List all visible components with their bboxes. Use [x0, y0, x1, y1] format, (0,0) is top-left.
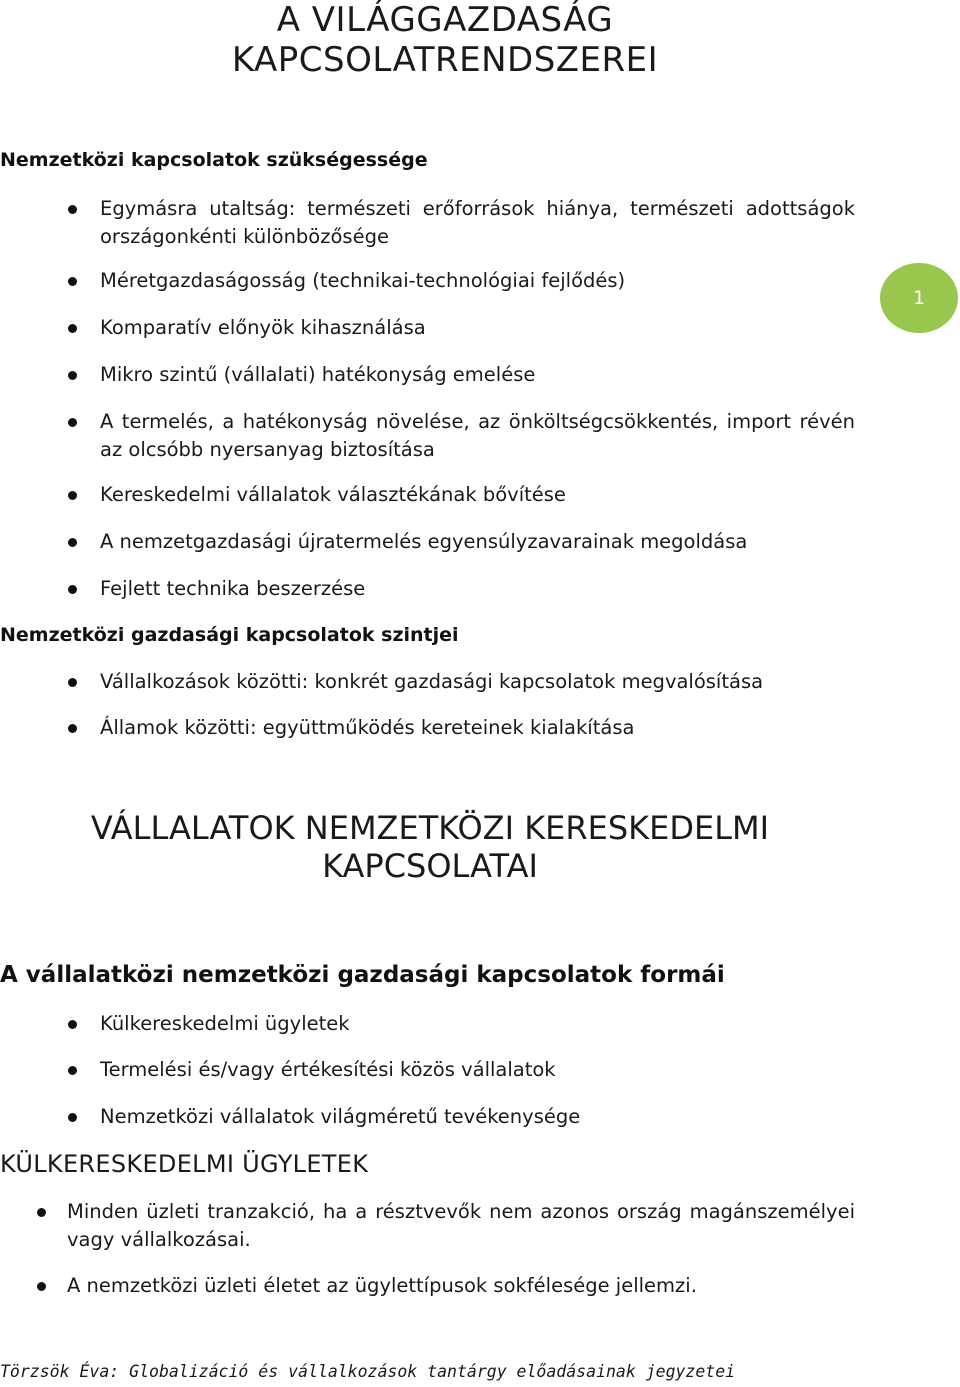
section-heading-forms: A vállalatközi nemzetközi gazdasági kapcsolatok formái — [0, 962, 725, 988]
bullet-icon — [68, 1113, 77, 1122]
list-item: Egymásra utaltság: természeti erőforrások hiánya, természeti adottságok országonkénti különbözősége — [100, 195, 855, 251]
page-number: 1 — [912, 287, 926, 309]
list-item: A nemzetgazdasági újratermelés egyensúlyzavarainak megoldása — [100, 528, 855, 556]
list-item: Államok közötti: együttműködés kereteinek kialakítása — [100, 714, 855, 742]
section-heading-foreign-trade: KÜLKERESKEDELMI ÜGYLETEK — [0, 1150, 369, 1178]
list-item: A nemzetközi üzleti életet az ügylettípusok sokfélesége jellemzi. — [67, 1272, 855, 1300]
bullet-icon — [68, 277, 77, 286]
bullet-icon — [68, 324, 77, 333]
bullet-icon — [68, 678, 77, 687]
bullet-icon — [37, 1208, 46, 1217]
list-item: Méretgazdaságosság (technikai-technológiai fejlődés) — [100, 267, 855, 295]
list-item: Mikro szintű (vállalati) hatékonyság emelése — [100, 361, 855, 389]
page-footer: Törzsök Éva: Globalizáció és vállalkozások tantárgy előadásainak jegyzetei — [0, 1362, 736, 1381]
bullet-icon — [68, 371, 77, 380]
section-heading-necessity: Nemzetközi kapcsolatok szükségessége — [0, 149, 428, 171]
document-title — [0, 0, 890, 80]
bullet-icon — [37, 1282, 46, 1291]
bullet-icon — [68, 585, 77, 594]
bullet-icon — [68, 205, 77, 214]
document-title-line-1: A VILÁGGAZDASÁG — [276, 0, 614, 40]
section-heading-levels: Nemzetközi gazdasági kapcsolatok szintjei — [0, 624, 459, 646]
list-item: Termelési és/vagy értékesítési közös vállalatok — [100, 1056, 855, 1084]
list-item: Külkereskedelmi ügyletek — [100, 1010, 855, 1038]
list-item: A termelés, a hatékonyság növelése, az önköltségcsökkentés, import révén az olcsóbb nyersanyag biztosítása — [100, 408, 855, 464]
chapter-title-line-1: VÁLLALATOK NEMZETKÖZI KERESKEDELMI — [90, 809, 770, 847]
list-item: Kereskedelmi vállalatok választékának bővítése — [100, 481, 855, 509]
list-item: Komparatív előnyök kihasználása — [100, 314, 855, 342]
bullet-icon — [68, 1066, 77, 1075]
list-item: Minden üzleti tranzakció, ha a résztvevők nem azonos ország magánszemélyei vagy vállalkozásai. — [67, 1198, 855, 1254]
bullet-icon — [68, 724, 77, 733]
list-item: Nemzetközi vállalatok világméretű tevékenysége — [100, 1103, 855, 1131]
bullet-icon — [68, 1020, 77, 1029]
document-title-line-2: KAPCSOLATRENDSZEREI — [231, 40, 659, 80]
list-item: Vállalkozások közötti: konkrét gazdasági kapcsolatok megvalósítása — [100, 668, 855, 696]
chapter-title-line-2: KAPCSOLATAI — [322, 847, 538, 885]
page-number-badge — [880, 263, 958, 333]
chapter-title — [0, 809, 860, 885]
bullet-icon — [68, 491, 77, 500]
list-item: Fejlett technika beszerzése — [100, 575, 855, 603]
bullet-icon — [68, 418, 77, 427]
bullet-icon — [68, 538, 77, 547]
